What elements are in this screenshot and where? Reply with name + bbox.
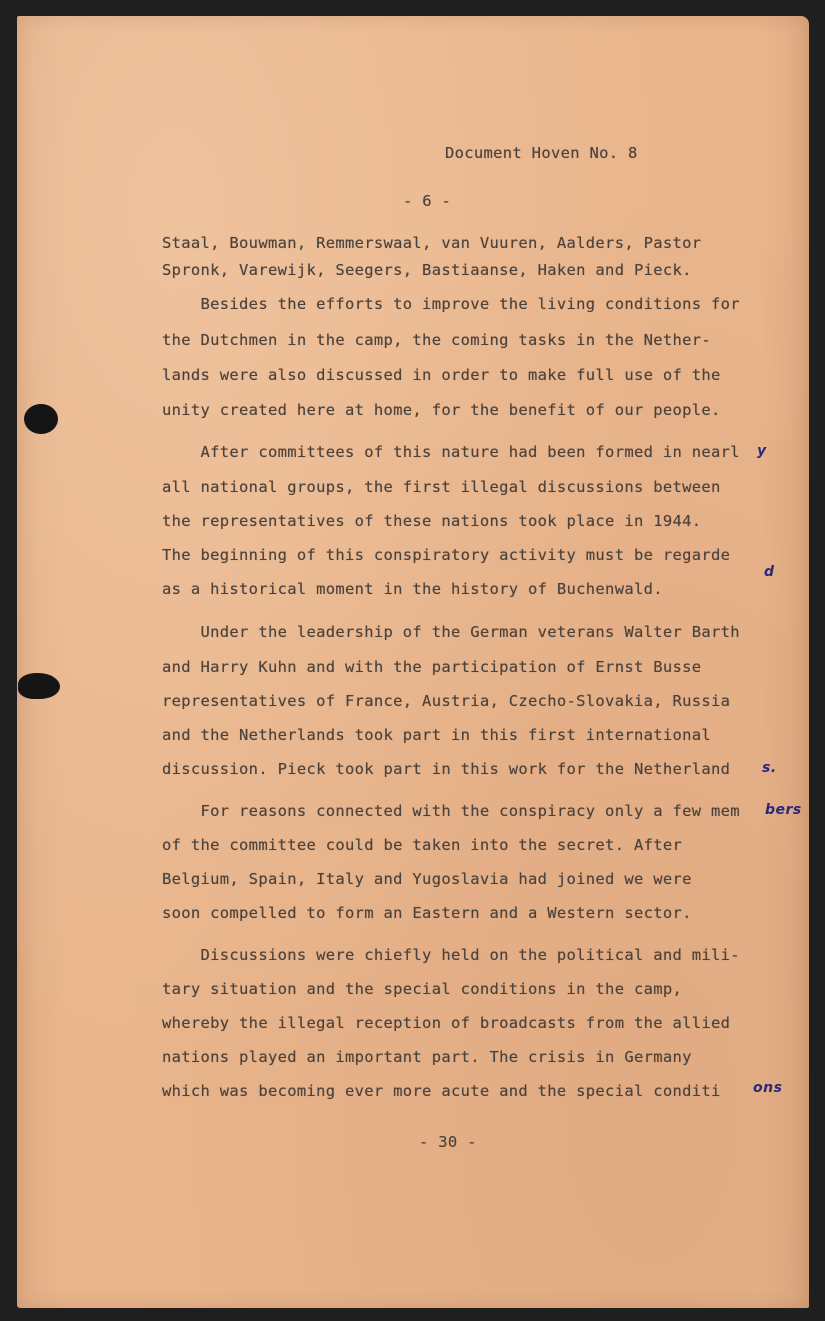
text-line: whereby the illegal reception of broadcasts from the allied [162, 1014, 731, 1032]
page-number-bottom: - 30 - [419, 1133, 477, 1151]
text-line: Belgium, Spain, Italy and Yugoslavia had joined we were [162, 870, 692, 888]
page-number-top: - 6 - [403, 192, 452, 210]
handwritten-correction: bers [765, 802, 802, 818]
punch-hole-mark [18, 673, 60, 699]
text-line: Spronk, Varewijk, Seegers, Bastiaanse, Haken and Pieck. [162, 261, 692, 279]
text-line: as a historical moment in the history of Buchenwald. [162, 580, 663, 598]
text-line: the Dutchmen in the camp, the coming tasks in the Nether- [162, 331, 712, 349]
text-line: representatives of France, Austria, Czecho-Slovakia, Russia [162, 692, 731, 710]
text-line: and Harry Kuhn and with the participation of Ernst Busse [162, 658, 702, 676]
text-line: Discussions were chiefly held on the political and mili- [162, 946, 740, 964]
text-line: unity created here at home, for the benefit of our people. [162, 401, 721, 419]
document-page [17, 16, 809, 1308]
text-line: After committees of this nature had been formed in nearl [162, 443, 740, 461]
text-line: the representatives of these nations took place in 1944. [162, 512, 702, 530]
text-line: all national groups, the first illegal discussions between [162, 478, 721, 496]
text-line: Staal, Bouwman, Remmerswaal, van Vuuren, Aalders, Pastor [162, 234, 702, 252]
text-line: nations played an important part. The crisis in Germany [162, 1048, 692, 1066]
document-reference: Document Hoven No. 8 [445, 144, 638, 162]
text-line: Besides the efforts to improve the living conditions for [162, 295, 740, 313]
text-line: which was becoming ever more acute and the special conditi [162, 1082, 721, 1100]
text-line: discussion. Pieck took part in this work for the Netherland [162, 760, 731, 778]
text-line: Under the leadership of the German veterans Walter Barth [162, 623, 740, 641]
text-line: of the committee could be taken into the secret. After [162, 836, 683, 854]
text-line: lands were also discussed in order to make full use of the [162, 366, 721, 384]
punch-hole-mark [24, 404, 58, 434]
handwritten-correction: d [764, 564, 775, 580]
text-line: For reasons connected with the conspiracy only a few mem [162, 802, 740, 820]
handwritten-correction: ons [753, 1080, 783, 1096]
text-line: soon compelled to form an Eastern and a Western sector. [162, 904, 692, 922]
text-line: The beginning of this conspiratory activity must be regarde [162, 546, 731, 564]
handwritten-correction: s. [762, 760, 777, 776]
handwritten-correction: y [757, 443, 767, 459]
text-line: tary situation and the special conditions in the camp, [162, 980, 683, 998]
text-line: and the Netherlands took part in this first international [162, 726, 712, 744]
